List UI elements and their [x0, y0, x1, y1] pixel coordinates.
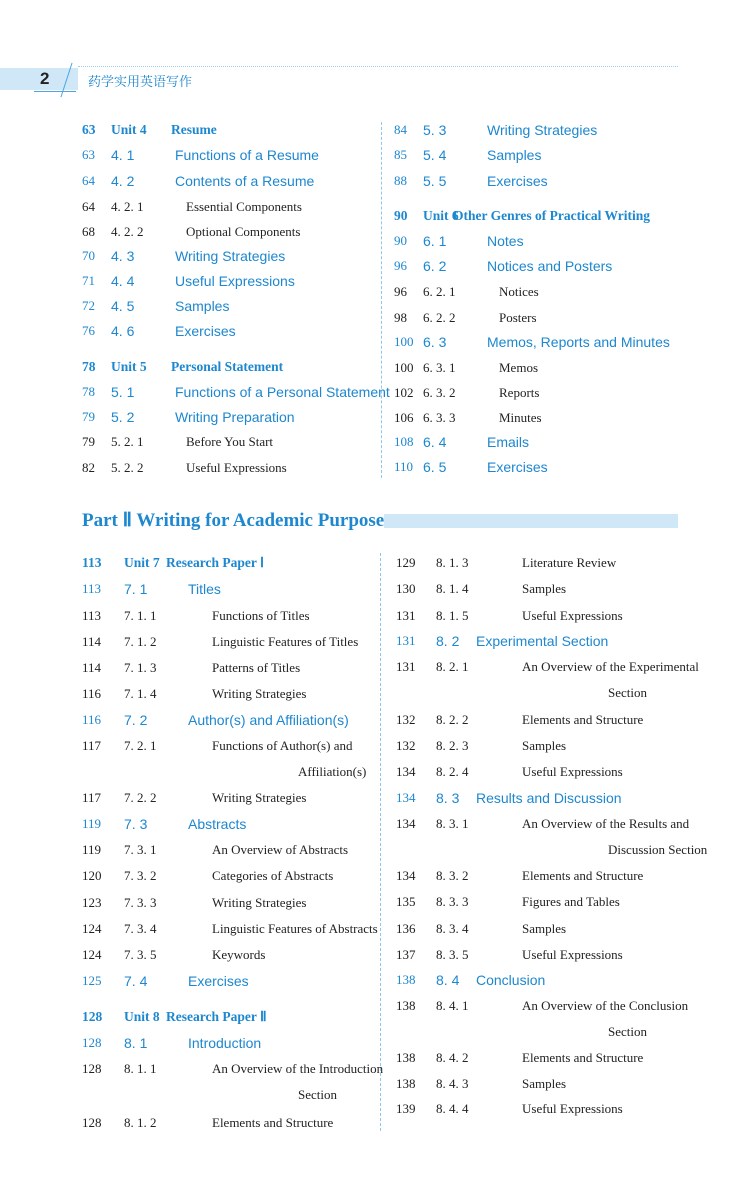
toc-entry-title: Elements and Structure: [212, 1115, 334, 1130]
toc-entry-number: 7. 1. 3: [124, 660, 157, 675]
toc-entry-number: 8. 1. 5: [436, 608, 469, 623]
toc-entry-number: 7. 2. 2: [124, 790, 157, 805]
toc-entry-number: 7. 1. 1: [124, 608, 157, 623]
toc-entry-title: Experimental Section: [476, 633, 609, 649]
toc-entry-title: Notices: [499, 284, 539, 299]
toc-page-number: 131: [396, 608, 416, 623]
toc-entry-number: Unit 5: [111, 359, 147, 374]
toc-page-number: 123: [82, 895, 102, 910]
column-divider-top: [381, 122, 382, 478]
toc-entry-title: Personal Statement: [171, 359, 284, 374]
toc-entry-title: Essential Components: [186, 199, 302, 214]
toc-entry-title: Figures and Tables: [522, 894, 620, 909]
toc-entry-number: 8. 3. 4: [436, 921, 469, 936]
toc-page-number: 102: [394, 385, 414, 400]
toc-entry-title: Samples: [522, 581, 567, 596]
toc-entry-number: 4. 5: [111, 298, 135, 314]
toc-entry-number: 8. 4: [436, 972, 460, 988]
toc-entry-number: 6. 1: [423, 233, 447, 249]
toc-entry-title: Minutes: [499, 410, 542, 425]
toc-page-number: 82: [82, 460, 95, 475]
toc-page-number: 128: [82, 1009, 103, 1024]
toc-entry-title: Functions of Titles: [212, 608, 310, 623]
toc-page-number: 134: [396, 868, 416, 883]
toc-entry-number: 7. 3. 1: [124, 842, 157, 857]
toc-entry-title: Writing Strategies: [175, 248, 286, 264]
toc-entry-title: Literature Review: [522, 555, 617, 570]
toc-page-number: 113: [82, 608, 102, 623]
toc-page-number: 117: [82, 738, 102, 753]
toc-entry-title: Exercises: [175, 323, 236, 339]
toc-page-number: 71: [82, 273, 95, 288]
toc-entry-number: 7. 1. 2: [124, 634, 157, 649]
toc-entry-title: Writing Strategies: [487, 122, 598, 138]
toc-entry-number: 5. 1: [111, 384, 135, 400]
toc-entry-title: Elements and Structure: [522, 1050, 644, 1065]
toc-entry-title: An Overview of the Experimental: [522, 659, 699, 674]
toc-page-number: 113: [82, 555, 102, 570]
toc-entry-title-continued: Section: [298, 1087, 337, 1102]
toc-page-number: 88: [394, 173, 407, 188]
toc-page-number: 128: [82, 1115, 102, 1130]
toc-entry-number: 8. 2. 2: [436, 712, 469, 727]
toc-entry-title: Abstracts: [188, 816, 247, 832]
toc-page-number: 131: [396, 659, 416, 674]
toc-entry-number: 8. 1. 4: [436, 581, 469, 596]
toc-entry-title: Exercises: [487, 173, 548, 189]
toc-entry-title: Introduction: [188, 1035, 262, 1051]
toc-page-number: 114: [82, 634, 102, 649]
toc-page-number: 139: [396, 1101, 416, 1116]
toc-page-number: 136: [396, 921, 416, 936]
toc-page-number: 135: [396, 894, 416, 909]
toc-entry-number: 8. 1. 2: [124, 1115, 157, 1130]
toc-entry-title: Functions of Author(s) and: [212, 738, 353, 753]
toc-entry-number: 7. 1: [124, 581, 148, 597]
toc-page-number: 128: [82, 1061, 102, 1076]
toc-page-number: 76: [82, 323, 95, 338]
toc-entry-title: Posters: [499, 310, 537, 325]
toc-page-number: 116: [82, 712, 102, 727]
toc-entry-title: Conclusion: [476, 972, 546, 988]
toc-entry-title: Patterns of Titles: [212, 660, 301, 675]
toc-entry-number: 6. 2. 1: [423, 284, 456, 299]
toc-entry-title: Titles: [188, 581, 221, 597]
toc-entry-title: Categories of Abstracts: [212, 868, 334, 883]
toc-entry-number: 7. 3: [124, 816, 148, 832]
toc-entry-title: Writing Strategies: [212, 895, 307, 910]
toc-entry-title: Elements and Structure: [522, 868, 644, 883]
toc-entry-title: Samples: [175, 298, 230, 314]
toc-page-number: 90: [394, 208, 408, 223]
toc-page-number: 96: [394, 284, 407, 299]
toc-entry-number: 6. 5: [423, 459, 447, 475]
toc-page-number: 108: [394, 434, 414, 449]
toc-page-number: 110: [394, 459, 414, 474]
toc-entry-title: Useful Expressions: [522, 947, 623, 962]
toc-entry-title-continued: Affiliation(s): [298, 764, 367, 779]
toc-entry-number: 8. 2. 3: [436, 738, 469, 753]
toc-entry-title: An Overview of Abstracts: [212, 842, 349, 857]
toc-entry-title-continued: Section: [608, 1024, 647, 1039]
toc-page-number: 119: [82, 842, 102, 857]
toc-entry-number: 6. 2: [423, 258, 447, 274]
toc-entry-number: 5. 4: [423, 147, 447, 163]
toc-page-number: 138: [396, 1050, 416, 1065]
toc-entry-number: Unit 6: [423, 208, 459, 223]
header-underline: [34, 91, 76, 92]
toc-page-number: 119: [82, 816, 102, 831]
toc-entry-title: Useful Expressions: [522, 1101, 623, 1116]
toc-page-number: 129: [396, 555, 416, 570]
toc-entry-number: 7. 3. 3: [124, 895, 157, 910]
toc-page-number: 131: [396, 633, 416, 648]
toc-entry-number: 5. 3: [423, 122, 447, 138]
toc-page-number: 138: [396, 1076, 416, 1091]
toc-entry-title: Elements and Structure: [522, 712, 644, 727]
toc-page-number: 70: [82, 248, 95, 263]
toc-entry-number: 7. 2. 1: [124, 738, 157, 753]
toc-page-number: 114: [82, 660, 102, 675]
toc-entry-number: 8. 3: [436, 790, 460, 806]
toc-page-number: 78: [82, 384, 95, 399]
toc-page-number: 106: [394, 410, 414, 425]
toc-page-number: 128: [82, 1035, 102, 1050]
toc-entry-title: Optional Components: [186, 224, 301, 239]
toc-entry-title: Notices and Posters: [487, 258, 613, 274]
toc-entry-title: An Overview of the Results and: [522, 816, 690, 831]
toc-entry-number: 7. 1. 4: [124, 686, 157, 701]
toc-page-number: 100: [394, 334, 414, 349]
toc-entry-number: 8. 2. 4: [436, 764, 469, 779]
toc-entry-title: An Overview of the Conclusion: [522, 998, 689, 1013]
toc-entry-number: 6. 3. 3: [423, 410, 456, 425]
toc-entry-title: Research Paper Ⅱ: [166, 1009, 267, 1024]
toc-page-number: 134: [396, 764, 416, 779]
toc-page-number: 113: [82, 581, 102, 596]
toc-page-number: 78: [82, 359, 96, 374]
toc-entry-number: 4. 2. 1: [111, 199, 144, 214]
toc-entry-number: 6. 4: [423, 434, 447, 450]
toc-entry-title: Useful Expressions: [522, 764, 623, 779]
toc-entry-number: 4. 6: [111, 323, 135, 339]
toc-entry-title-continued: Discussion Section: [608, 842, 708, 857]
toc-entry-title: Research Paper Ⅰ: [166, 555, 264, 570]
toc-page-number: 63: [82, 147, 95, 162]
toc-page-number: 124: [82, 921, 102, 936]
toc-entry-number: 6. 2. 2: [423, 310, 456, 325]
toc-entry-title: Resume: [171, 122, 217, 137]
toc-entry-number: 8. 3. 2: [436, 868, 469, 883]
toc-page-number: 117: [82, 790, 102, 805]
toc-entry-number: Unit 7: [124, 555, 160, 570]
toc-entry-title: Author(s) and Affiliation(s): [188, 712, 349, 728]
toc-entry-number: Unit 8: [124, 1009, 160, 1024]
toc-entry-number: 4. 2: [111, 173, 135, 189]
toc-entry-title: Results and Discussion: [476, 790, 622, 806]
toc-entry-number: 8. 3. 3: [436, 894, 469, 909]
toc-entry-number: 4. 1: [111, 147, 135, 163]
toc-entry-number: 8. 4. 3: [436, 1076, 469, 1091]
toc-page-number: 134: [396, 816, 416, 831]
column-divider-bottom: [380, 553, 381, 1131]
toc-page-number: 98: [394, 310, 407, 325]
toc-entry-number: 8. 3. 1: [436, 816, 469, 831]
toc-page-number: 79: [82, 434, 95, 449]
toc-entry-number: 5. 2. 2: [111, 460, 144, 475]
toc-entry-title: Samples: [522, 921, 567, 936]
header-rule: [78, 66, 678, 67]
toc-page-number: 134: [396, 790, 416, 805]
toc-entry-number: 6. 3. 2: [423, 385, 456, 400]
toc-entry-title: Linguistic Features of Titles: [212, 634, 359, 649]
toc-page-number: 84: [394, 122, 407, 137]
toc-page-number: 120: [82, 868, 102, 883]
toc-entry-title: Exercises: [188, 973, 249, 989]
toc-entry-number: 8. 2. 1: [436, 659, 469, 674]
book-title: 药学实用英语写作: [88, 75, 193, 90]
toc-entry-number: 7. 4: [124, 973, 148, 989]
toc-entry-number: 7. 3. 2: [124, 868, 157, 883]
toc-page-number: 72: [82, 298, 95, 313]
toc-entry-title: Memos, Reports and Minutes: [487, 334, 670, 350]
part-title-bar: [384, 514, 678, 528]
toc-entry-title: Writing Strategies: [212, 790, 307, 805]
toc-entry-title: Samples: [522, 738, 567, 753]
toc-entry-title: Exercises: [487, 459, 548, 475]
toc-entry-title: Keywords: [212, 947, 266, 962]
toc-entry-number: 8. 1. 1: [124, 1061, 157, 1076]
toc-page-number: 90: [394, 233, 407, 248]
toc-entry-title: Functions of a Personal Statement: [175, 384, 390, 400]
toc-entry-number: 6. 3. 1: [423, 360, 456, 375]
toc-entry-title: Notes: [487, 233, 524, 249]
toc-page-number: 132: [396, 738, 416, 753]
toc-entry-number: 7. 2: [124, 712, 148, 728]
toc-entry-title-continued: Section: [608, 685, 647, 700]
page-number: 2: [40, 69, 50, 88]
toc-page-number: 68: [82, 224, 95, 239]
toc-entry-number: Unit 4: [111, 122, 147, 137]
toc-page-number: 138: [396, 972, 416, 987]
toc-page-number: 125: [82, 973, 102, 988]
toc-entry-title: Before You Start: [186, 434, 274, 449]
toc-entry-number: 5. 2. 1: [111, 434, 144, 449]
toc-entry-title: Writing Preparation: [175, 409, 295, 425]
toc-page-number: 79: [82, 409, 95, 424]
toc-page-number: 63: [82, 122, 96, 137]
toc-entry-title: Contents of a Resume: [175, 173, 315, 189]
toc-entry-title: Functions of a Resume: [175, 147, 319, 163]
toc-entry-title: Emails: [487, 434, 530, 450]
toc-entry-title: Linguistic Features of Abstracts: [212, 921, 378, 936]
toc-page-number: 64: [82, 199, 95, 214]
toc-entry-title: Useful Expressions: [522, 608, 623, 623]
toc-entry-number: 8. 4. 4: [436, 1101, 469, 1116]
toc-entry-title: Memos: [499, 360, 538, 375]
toc-entry-number: 7. 3. 5: [124, 947, 157, 962]
toc-entry-number: 8. 2: [436, 633, 460, 649]
toc-entry-number: 8. 4. 1: [436, 998, 469, 1013]
toc-page-number: 132: [396, 712, 416, 727]
toc-page-number: 64: [82, 173, 95, 188]
toc-page-number: 96: [394, 258, 407, 273]
toc-page-number: 116: [82, 686, 102, 701]
toc-entry-number: 5. 5: [423, 173, 447, 189]
toc-entry-number: 8. 4. 2: [436, 1050, 469, 1065]
toc-page-number: 100: [394, 360, 414, 375]
toc-page-number: 138: [396, 998, 416, 1013]
toc-page-number: 130: [396, 581, 416, 596]
toc-entry-number: 4. 2. 2: [111, 224, 144, 239]
toc-entry-number: 4. 4: [111, 273, 135, 289]
toc-entry-title: Samples: [522, 1076, 567, 1091]
toc-entry-number: 5. 2: [111, 409, 135, 425]
toc-entry-title: An Overview of the Introduction: [212, 1061, 384, 1076]
toc-entry-title: Other Genres of Practical Writing: [453, 208, 650, 223]
toc-entry-number: 8. 3. 5: [436, 947, 469, 962]
toc-page-number: 85: [394, 147, 407, 162]
toc-entry-number: 6. 3: [423, 334, 447, 350]
toc-entry-number: 7. 3. 4: [124, 921, 157, 936]
toc-page-number: 137: [396, 947, 416, 962]
toc-entry-title: Reports: [499, 385, 540, 400]
toc-entry-title: Samples: [487, 147, 542, 163]
toc-entry-title: Writing Strategies: [212, 686, 307, 701]
toc-page-number: 124: [82, 947, 102, 962]
toc-entry-title: Useful Expressions: [175, 273, 295, 289]
toc-entry-number: 4. 3: [111, 248, 135, 264]
toc-entry-number: 8. 1. 3: [436, 555, 469, 570]
part-title: Part Ⅱ Writing for Academic Purpose: [82, 510, 385, 531]
toc-entry-title: Useful Expressions: [186, 460, 287, 475]
toc-entry-number: 8. 1: [124, 1035, 148, 1051]
